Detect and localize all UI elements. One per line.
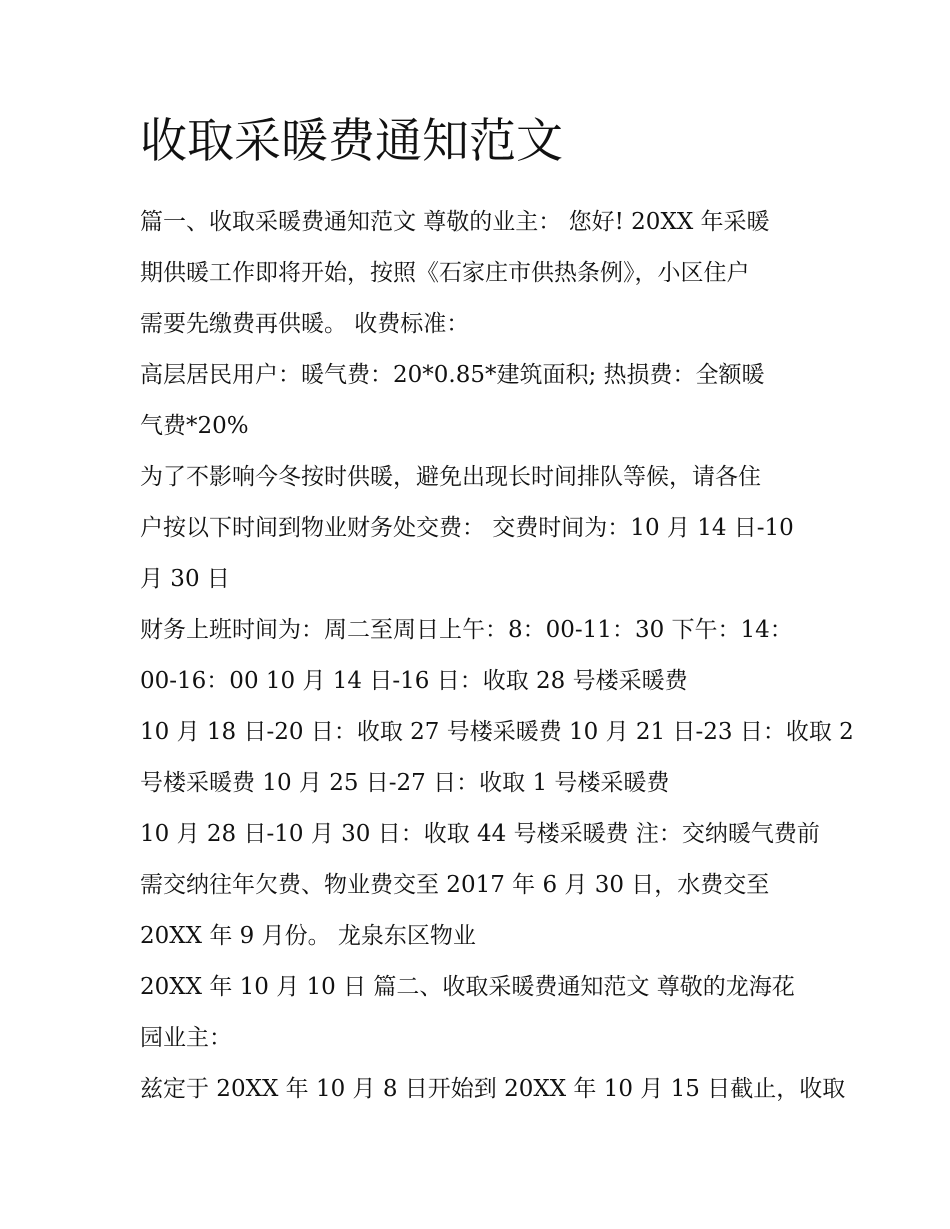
body-line: 00-16：00 10 月 14 日-16 日：收取 28 号楼采暖费 [140, 668, 688, 694]
body-line: 20XX 年 9 月份。 龙泉东区物业 [140, 923, 476, 949]
document-title: 收取采暖费通知范文 [140, 114, 563, 169]
body-line: 气费*20% [140, 413, 249, 439]
body-line: 20XX 年 10 月 10 日 篇二、收取采暖费通知范文 尊敬的龙海花 [140, 974, 795, 1000]
body-line: 月 30 日 [140, 566, 230, 592]
body-line: 需要先缴费再供暖。 收费标准： [140, 311, 470, 337]
body-line: 10 月 18 日-20 日：收取 27 号楼采暖费 10 月 21 日-23 日：收取 2 [140, 719, 854, 745]
body-line: 高层居民用户：暖气费：20*0.85*建筑面积; 热损费：全额暖 [140, 362, 765, 388]
body-line: 号楼采暖费 10 月 25 日-27 日：收取 1 号楼采暖费 [140, 770, 670, 796]
body-line: 篇一、收取采暖费通知范文 尊敬的业主： 您好! 20XX 年采暖 [140, 209, 770, 235]
body-line: 财务上班时间为：周二至周日上午：8：00-11：30 下午：14： [140, 617, 793, 643]
body-line: 园业主： [140, 1025, 232, 1051]
body-line: 需交纳往年欠费、物业费交至 2017 年 6 月 30 日，水费交至 [140, 872, 770, 898]
body-line: 期供暖工作即将开始，按照《石家庄市供热条例》，小区住户 [140, 260, 750, 286]
body-line: 为了不影响今冬按时供暖，避免出现长时间排队等候，请各住 [140, 464, 761, 490]
body-line: 10 月 28 日-10 月 30 日：收取 44 号楼采暖费 注：交纳暖气费前 [140, 821, 820, 847]
body-line: 户按以下时间到物业财务处交费： 交费时间为：10 月 14 日-10 [140, 515, 794, 541]
body-line: 兹定于 20XX 年 10 月 8 日开始到 20XX 年 10 月 15 日截止，收取 [140, 1076, 846, 1102]
